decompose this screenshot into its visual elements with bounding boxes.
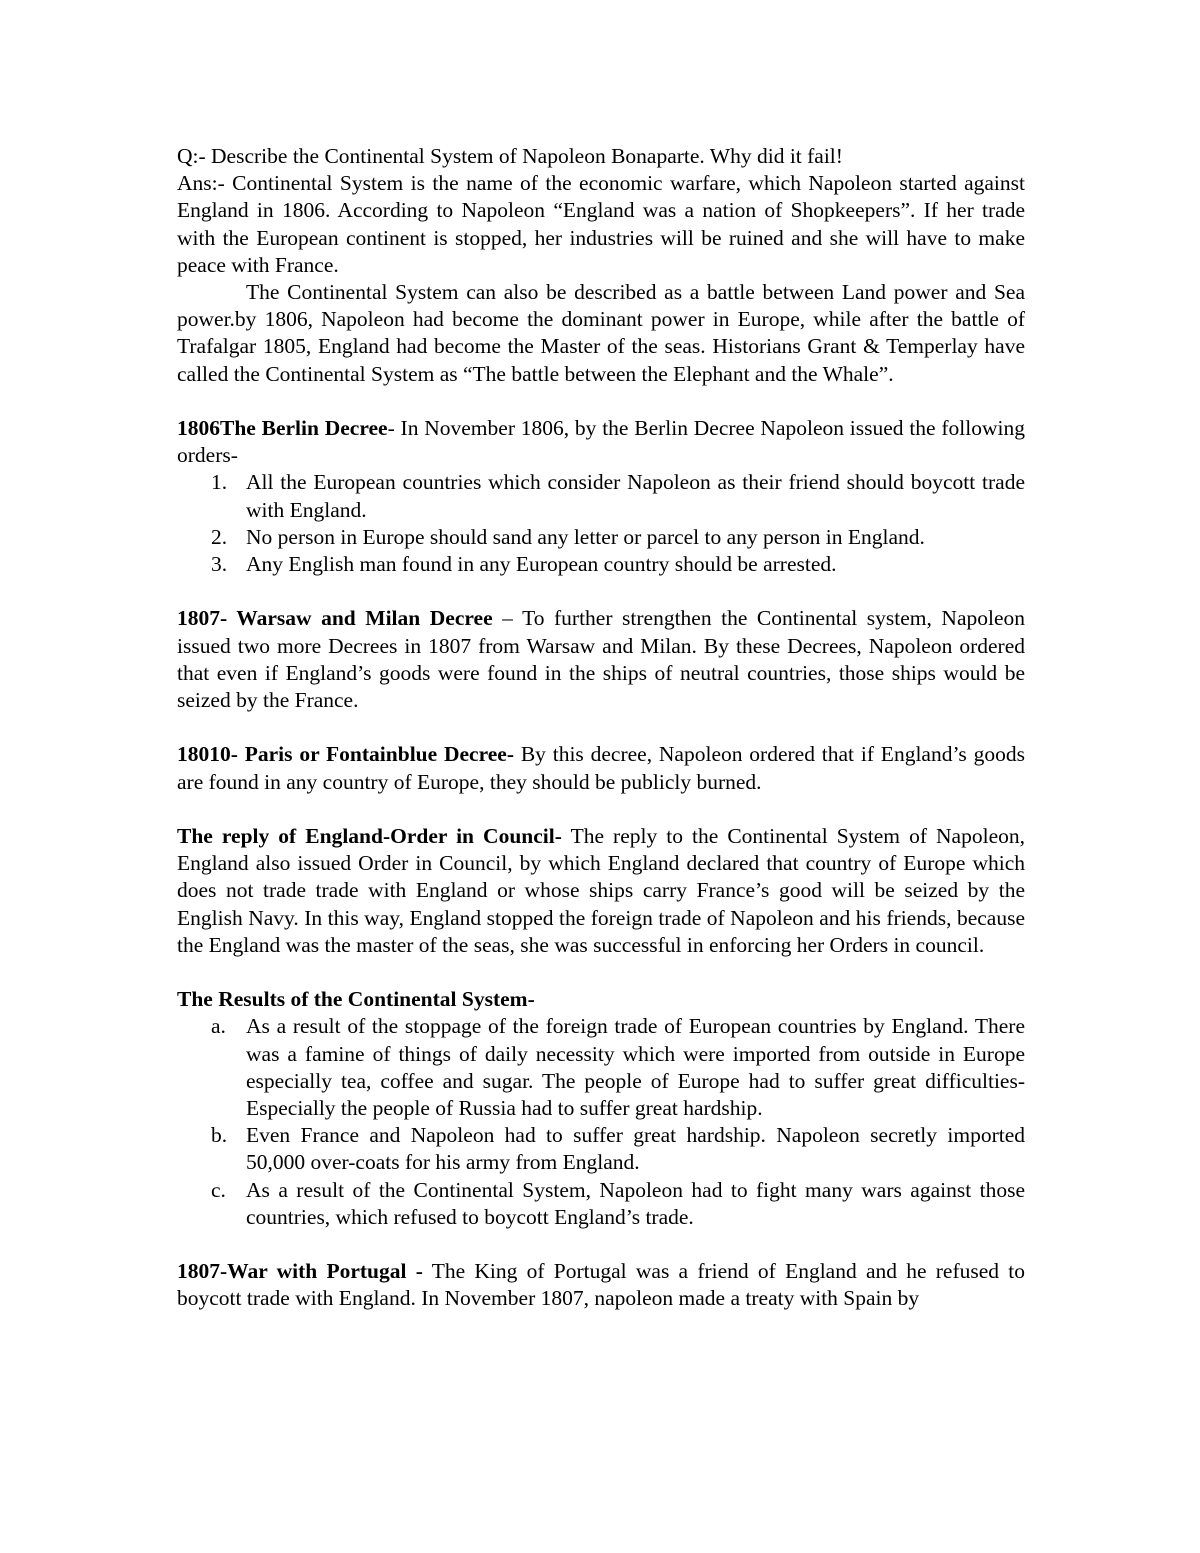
paris-decree-paragraph bbox=[177, 741, 1025, 795]
paragraph-gap bbox=[177, 959, 1025, 986]
warsaw-milan-heading: 1807- Warsaw and Milan Decree bbox=[177, 606, 493, 631]
list-marker: c. bbox=[211, 1177, 226, 1202]
portugal-text: The King of Portugal was a friend of England and he refused to boycott trade with England. In November 1807, napoleon made a treaty with Spain by bbox=[177, 1259, 1025, 1311]
berlin-decree-orders-list bbox=[177, 469, 1025, 578]
list-item-text: As a result of the Continental System, Napoleon had to fight many wars against those countries, which refused to boycott England’s trade. bbox=[246, 1177, 1025, 1229]
list-item-text: No person in Europe should sand any letter or parcel to any person in England. bbox=[246, 524, 925, 549]
berlin-decree-intro: - In November 1806, by the Berlin Decree Napoleon issued the following orders- bbox=[177, 416, 1025, 468]
berlin-decree-paragraph bbox=[177, 415, 1025, 469]
warsaw-milan-text: – To further strengthen the Continental system, Napoleon issued two more Decrees in 1807 from Warsaw and Milan. By these Decrees, Napoleon ordered that even if England’s goods were found in the ships of neutral countries, those ships would be seized by the France. bbox=[177, 606, 1025, 713]
results-heading-line bbox=[177, 986, 1025, 1013]
list-marker: a. bbox=[211, 1014, 226, 1039]
portugal-heading: 1807-War with Portugal - bbox=[177, 1259, 423, 1284]
paragraph-gap bbox=[177, 578, 1025, 605]
berlin-decree-heading: 1806The Berlin Decree bbox=[177, 416, 388, 441]
list-marker: 3. bbox=[211, 552, 228, 577]
list-marker: 2. bbox=[211, 524, 228, 549]
paragraph-gap bbox=[177, 796, 1025, 823]
land-sea-paragraph: The Continental System can also be described as a battle between Land power and Sea power.by 1806, Napoleon had become the dominant power in Europe, while after the battle of Trafalgar 1805, England had become the Master of the seas. Historians Grant & Temperlay have called the Continental System as “The battle between the Elephant and the Whale”. bbox=[177, 280, 1025, 386]
list-item-text: As a result of the stoppage of the foreign trade of European countries by England. There was a famine of things of daily necessity which were imported from outside in Europe especially tea, coffee and sugar. The people of Europe had to suffer great difficulties-Especially the people of Russia had to suffer great hardship. bbox=[246, 1014, 1025, 1121]
list-item-text: All the European countries which consider Napoleon as their friend should boycott trade with England. bbox=[246, 470, 1025, 522]
order-in-council-paragraph bbox=[177, 823, 1025, 959]
list-item bbox=[177, 1177, 1025, 1231]
paragraph-gap bbox=[177, 714, 1025, 741]
paris-decree-heading: 18010- Paris or Fontainblue Decree- bbox=[177, 742, 514, 767]
warsaw-milan-paragraph bbox=[177, 605, 1025, 714]
portugal-paragraph bbox=[177, 1258, 1025, 1312]
list-item bbox=[177, 1122, 1025, 1176]
question-line: Q:- Describe the Continental System of Napoleon Bonaparte. Why did it fail! bbox=[177, 144, 843, 168]
paragraph-gap bbox=[177, 388, 1025, 415]
results-list bbox=[177, 1013, 1025, 1231]
list-item-text: Any English man found in any European country should be arrested. bbox=[246, 552, 837, 577]
results-heading: The Results of the Continental System- bbox=[177, 987, 535, 1012]
list-item bbox=[177, 551, 1025, 578]
list-marker: 1. bbox=[211, 470, 228, 495]
list-marker: b. bbox=[211, 1123, 228, 1148]
list-item bbox=[177, 1013, 1025, 1122]
list-item bbox=[177, 524, 1025, 551]
paris-decree-text: By this decree, Napoleon ordered that if England’s goods are found in any country of Europe, they should be publicly burned. bbox=[177, 742, 1025, 794]
paragraph-gap bbox=[177, 1231, 1025, 1258]
document-page bbox=[177, 143, 1025, 1313]
list-item-text: Even France and Napoleon had to suffer great hardship. Napoleon secretly imported 50,000 over-coats for his army from England. bbox=[246, 1123, 1025, 1175]
answer-paragraph: Ans:- Continental System is the name of the economic warfare, which Napoleon started against England in 1806. According to Napoleon “England was a nation of Shopkeepers”. If her trade with the European continent is stopped, her industries will be ruined and she will have to make peace with France. bbox=[177, 171, 1025, 277]
order-in-council-heading: The reply of England-Order in Council- bbox=[177, 824, 562, 849]
list-item bbox=[177, 469, 1025, 523]
order-in-council-text: The reply to the Continental System of Napoleon, England also issued Order in Council, by which England declared that country of Europe which does not trade trade with England or whose ships carry France’s good will be seized by the English Navy. In this way, England stopped the foreign trade of Napoleon and his friends, because the England was the master of the seas, she was successful in enforcing her Orders in council. bbox=[177, 824, 1025, 957]
